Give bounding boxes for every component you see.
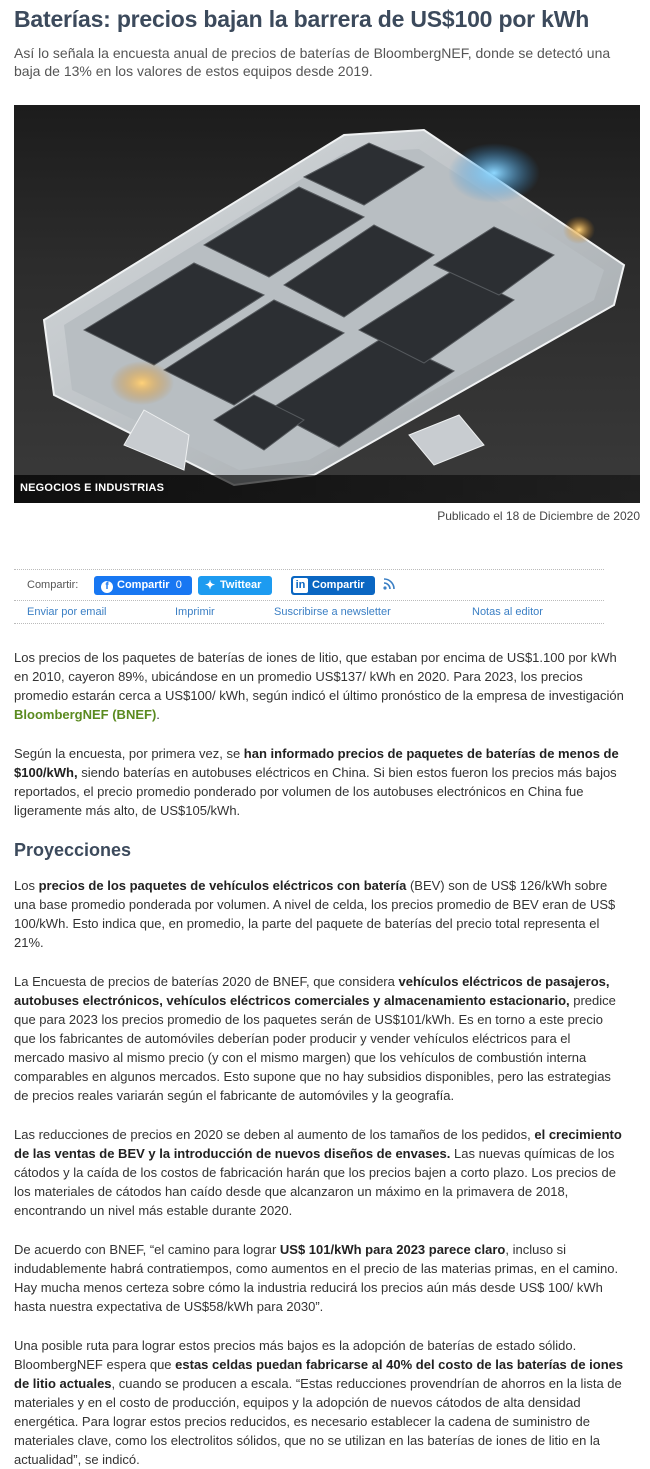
bnef-link[interactable]: BloombergNEF (BNEF) xyxy=(14,707,157,722)
hero-image xyxy=(14,105,640,503)
facebook-icon: f xyxy=(101,581,113,593)
linkedin-share-label: Compartir xyxy=(312,579,365,591)
twitter-icon: ✦ xyxy=(204,578,216,592)
paragraph-2: Según la encuesta, por primera vez, se han informado precios de paquetes de baterías de menos de $100/kWh, siendo baterías en autobuses eléctricos en China. Si bien estos fueron los precios más bajos reportados, el precio promedio ponderado por volumen de los autobuses electrónicos en China fue ligeramente más alto, de US$105/kWh. xyxy=(14,746,619,818)
paragraph-1: Los precios de los paquetes de baterías de iones de litio, que estaban por encima de US$1.100 por kWh en 2010, cayeron 89%, ubicándose en un promedio US$137/ kWh en 2020. Para 2023, los precios promedio estarán cerca a US$100/ kWh, según indicó el último pronóstico de la empresa de investigación BloombergNEF (BNEF). xyxy=(14,650,624,722)
category-tag-label: NEGOCIOS E INDUSTRIAS xyxy=(20,482,165,494)
article-body xyxy=(14,648,624,1469)
article-subtitle: Así lo señala la encuesta anual de precios de baterías de BloombergNEF, donde se detectó una baja de 13% en los valores de estos equipos desde 2019. xyxy=(14,45,611,79)
battery-pack-illustration xyxy=(14,105,640,503)
share-label: Compartir: xyxy=(27,579,79,591)
print-link[interactable]: Imprimir xyxy=(175,606,215,618)
rss-icon[interactable] xyxy=(383,578,395,590)
facebook-share-label: Compartir xyxy=(117,579,170,591)
paragraph-3: Los precios de los paquetes de vehículos eléctricos con batería (BEV) son de US$ 126/kWh sobre una base promedio ponderada por volumen. A nivel de celda, los precios promedio de BEV eran de US$ 100/kWh. Esto indica que, en promedio, la parte del paquete de baterías del precio total representa el 21%. xyxy=(14,878,616,950)
paragraph-6: De acuerdo con BNEF, “el camino para lograr US$ 101/kWh para 2023 parece claro, incluso si indudablemente habrá contratiempos, como aumentos en el precio de las materias primas, en el camino. Hay mucha menos certeza sobre cómo la industria reducirá los precios aún más desde US$ 100/ kWh hasta nuestra expectativa de US$58/kWh para 2030”. xyxy=(14,1242,619,1314)
linkedin-share-button[interactable] xyxy=(291,576,375,595)
paragraph-5: Las reducciones de precios en 2020 se deben al aumento de los tamaños de los pedidos, el crecimiento de las ventas de BEV y la introducción de nuevos diseños de envases. Las nuevas químicas de los cátodos y la caída de los costos de fabricación harán que los precios bajen a corto plazo. Los precios de los materiales de cátodos han caído desde que alcanzaron un máximo en la primavera de 2018, encontrando un nivel más estable durante 2020. xyxy=(14,1127,622,1218)
newsletter-link[interactable]: Suscribirse a newsletter xyxy=(274,606,391,618)
category-tag[interactable] xyxy=(14,475,640,503)
publish-date: Publicado el 18 de Diciembre de 2020 xyxy=(437,509,640,523)
facebook-share-count: 0 xyxy=(175,579,182,591)
facebook-share-button[interactable] xyxy=(94,576,192,595)
paragraph-4: La Encuesta de precios de baterías 2020 de BNEF, que considera vehículos eléctricos de pasajeros, autobuses electrónicos, vehículos eléctricos comerciales y almacenamiento estacionario, predice que para 2023 los precios promedio de los paquetes serán de US$101/kWh. Es en torno a este precio que los fabricantes de automóviles deberían poder producir y vender vehículos eléctricos para el mercado masivo al mismo precio (y con el mismo margen) que los vehículos de combustión interna comparables en algunos mercados. Esto supone que no hay subsidios disponibles, pero las estrategias de precios reales variarán según el fabricante de automóviles y la geografía. xyxy=(14,974,616,1103)
article-tools xyxy=(14,601,604,624)
section-title: Proyecciones xyxy=(14,840,132,860)
twitter-share-label: Twittear xyxy=(220,579,262,591)
editor-notes-link[interactable]: Notas al editor xyxy=(472,606,543,618)
twitter-share-button[interactable] xyxy=(198,576,272,595)
linkedin-icon: in xyxy=(293,578,308,593)
article-title: Baterías: precios bajan la barrera de US$100 por kWh xyxy=(14,6,590,32)
share-bar xyxy=(14,569,604,601)
email-link[interactable]: Enviar por email xyxy=(27,606,107,618)
paragraph-7: Una posible ruta para lograr estos precios más bajos es la adopción de baterías de estado sólido. BloombergNEF espera que estas celdas puedan fabricarse al 40% del costo de las baterías de iones de litio actuales, cuando se producen a escala. “Estas reducciones provendrían de ahorros en la lista de materiales y en el costo de producción, equipos y la adopción de nuevos cátodos de alta densidad energética. Para lograr estos precios reducidos, es necesario establecer la cadena de suministro de materiales clave, como los electrolitos sólidos, que no se utilizan en las baterías de iones de litio en la actualidad”, se indicó. xyxy=(14,1338,624,1467)
